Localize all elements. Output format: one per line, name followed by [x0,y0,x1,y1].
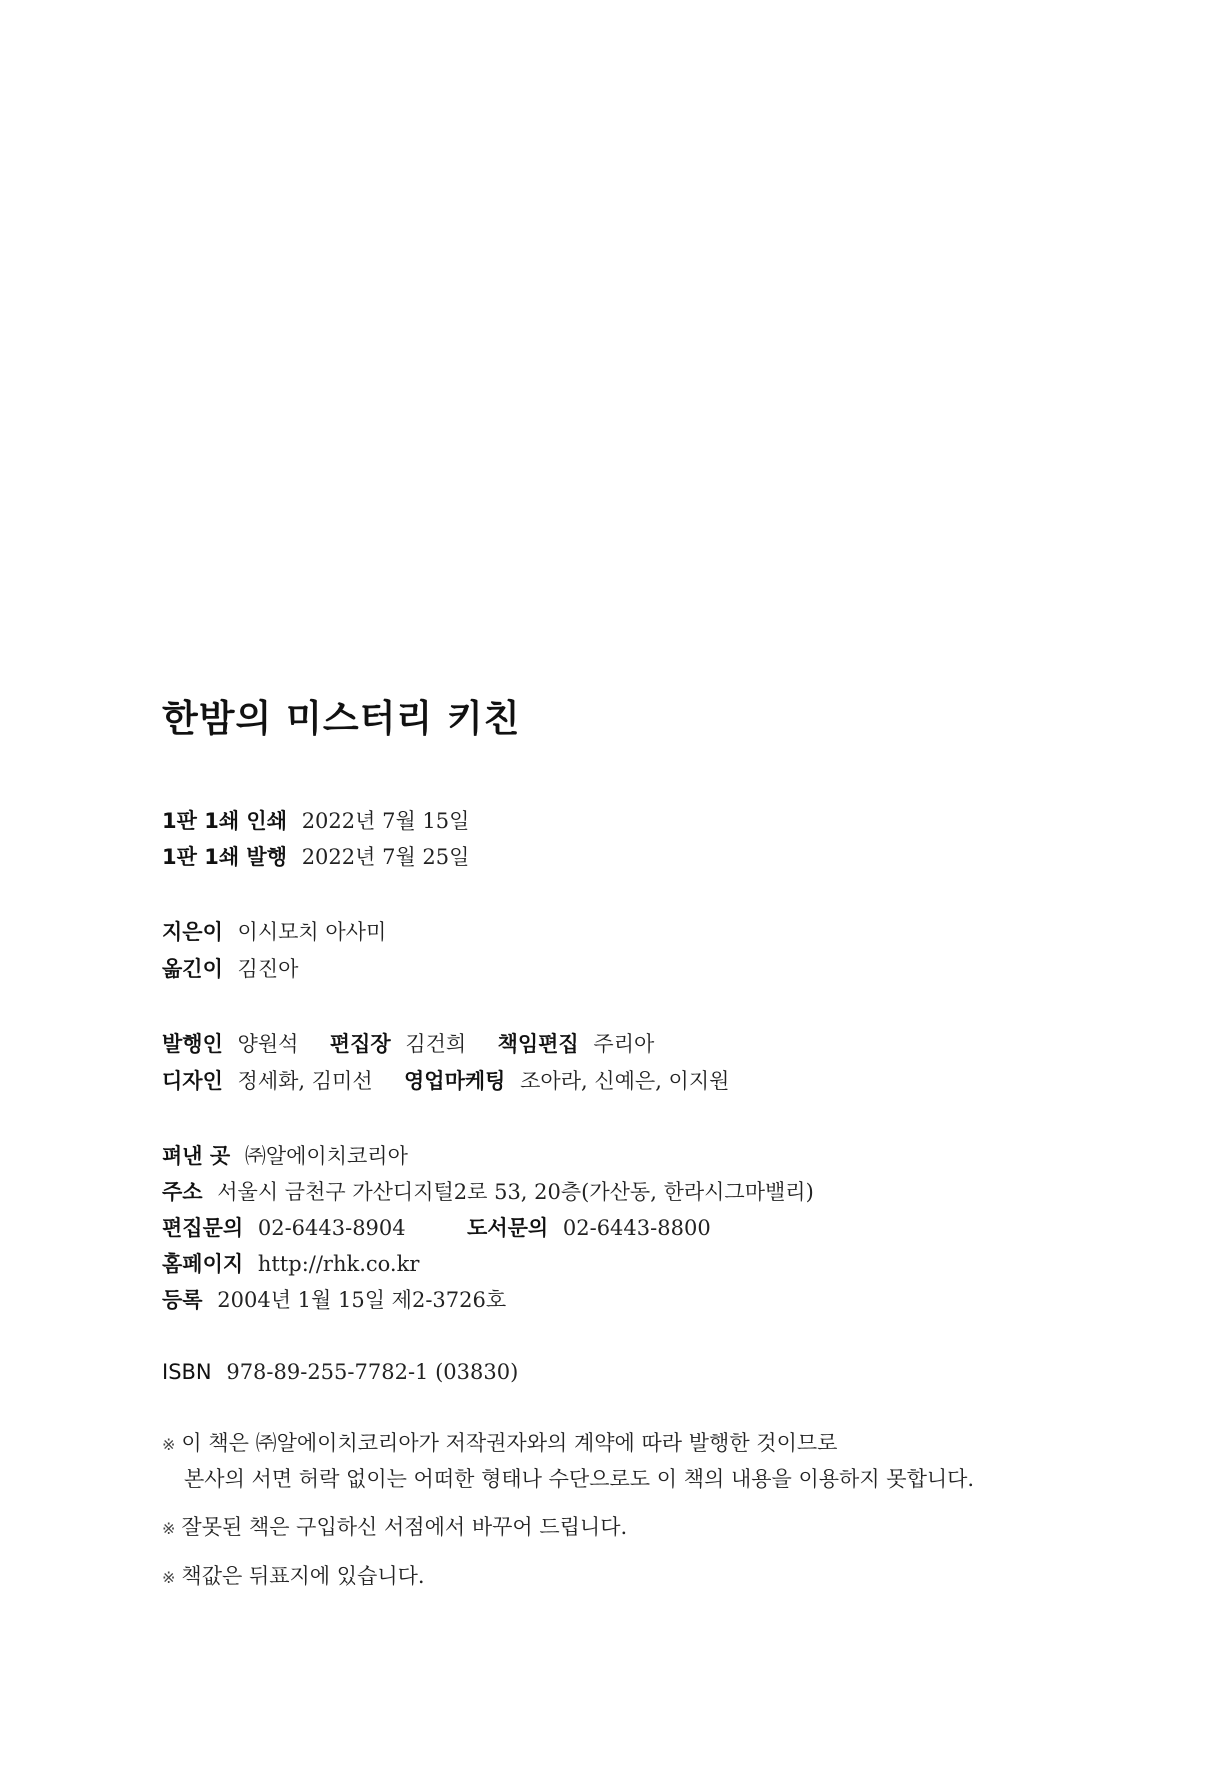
homepage-line [162,1249,419,1279]
copyright-note-line-1 [162,1428,837,1460]
homepage-url: http://rhk.co.kr [257,1252,420,1276]
reference-mark: ※ [162,1519,176,1538]
editorial-inquiry-phone: 02-6443-8904 [257,1216,406,1240]
address-label: 주소 [162,1180,203,1204]
editor-in-chief-label: 편집장 [329,1032,391,1056]
reference-mark: ※ [162,1435,176,1454]
copyright-note-text-1: 이 책은 ㈜알에이치코리아가 저작권자와의 계약에 따라 발행한 것이므로 [181,1431,838,1455]
edition-publish-line [162,842,469,872]
author-line [162,917,386,947]
author-name: 이시모치 아사미 [237,920,387,944]
edition-publish-label: 1판 1쇄 발행 [162,845,287,869]
reference-mark: ※ [162,1568,176,1587]
author-label: 지은이 [162,920,223,944]
copyright-note-line-2 [162,1464,974,1494]
editor-in-chief-name: 김건희 [405,1032,467,1056]
address-value: 서울시 금천구 가산디지털2로 53, 20층(가산동, 한라시그마밸리) [217,1180,814,1204]
designer-names: 정세화, 김미선 [237,1069,373,1093]
homepage-label: 홈페이지 [162,1252,244,1276]
isbn-label: ISBN [162,1360,212,1384]
book-inquiry-phone: 02-6443-8800 [562,1216,711,1240]
exchange-note [162,1512,627,1544]
inquiry-line [162,1213,711,1243]
marketing-label: 영업마케팅 [404,1069,506,1093]
publisher-name-line [162,1141,408,1171]
price-note-text: 책값은 뒤표지에 있습니다. [181,1564,425,1588]
publisher-person-name: 양원석 [237,1032,299,1056]
publisher-name-label: 펴낸 곳 [162,1144,231,1168]
edition-print-date: 2022년 7월 15일 [301,809,470,833]
exchange-note-text: 잘못된 책은 구입하신 서점에서 바꾸어 드립니다. [181,1515,628,1539]
designer-label: 디자인 [162,1069,223,1093]
price-note [162,1561,425,1593]
edition-print-line [162,806,469,836]
editorial-inquiry-label: 편집문의 [162,1216,244,1240]
publisher-name: ㈜알에이치코리아 [244,1144,408,1168]
translator-label: 옮긴이 [162,957,223,981]
book-inquiry-label: 도서문의 [467,1216,549,1240]
responsible-editor-label: 책임편집 [497,1032,579,1056]
translator-line [162,954,298,984]
responsible-editor-name: 주리아 [593,1032,655,1056]
isbn-value: 978-89-255-7782-1 (03830) [226,1360,519,1384]
address-line [162,1177,814,1207]
registration-label: 등록 [162,1288,203,1312]
edition-publish-date: 2022년 7월 25일 [301,845,470,869]
registration-line [162,1285,506,1315]
isbn-line [162,1357,518,1387]
edition-print-label: 1판 1쇄 인쇄 [162,809,287,833]
translator-name: 김진아 [237,957,299,981]
publisher-person-label: 발행인 [162,1032,223,1056]
marketing-names: 조아라, 신예은, 이지원 [520,1069,730,1093]
staff-line-2 [162,1066,729,1096]
copyright-note-text-2: 본사의 서면 허락 없이는 어떠한 형태나 수단으로도 이 책의 내용을 이용하지 못합니다. [184,1467,975,1491]
registration-value: 2004년 1월 15일 제2-3726호 [217,1288,507,1312]
book-title: 한밤의 미스터리 키친 [162,696,521,740]
staff-line-1 [162,1029,654,1059]
